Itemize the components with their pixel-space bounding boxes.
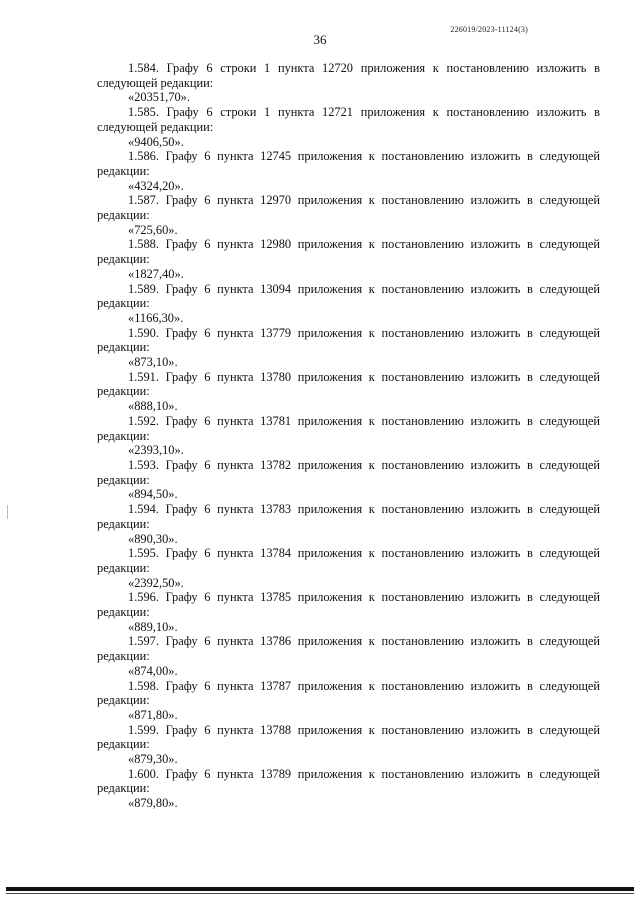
document-body	[97, 61, 600, 811]
amendment-value: «20351,70».	[128, 90, 190, 105]
amendment-paragraph: 1.598. Графу 6 пункта 13787 приложения к постановлению изложить в следующей редакции:	[97, 678, 600, 708]
amendment-paragraph: 1.586. Графу 6 пункта 12745 приложения к постановлению изложить в следующей редакции:	[97, 149, 600, 178]
amendment-paragraph: 1.591. Графу 6 пункта 13780 приложения к постановлению изложить в следующей редакции:	[97, 369, 600, 399]
amendment-value: «894,50».	[128, 487, 178, 502]
amendment-value: «879,80».	[128, 796, 178, 811]
amendment-paragraph: 1.592. Графу 6 пункта 13781 приложения к постановлению изложить в следующей редакции:	[97, 413, 600, 443]
bottom-scan-edge-thin	[6, 893, 634, 894]
amendment-value: «9406,50».	[128, 134, 184, 149]
amendment-paragraph: 1.587. Графу 6 пункта 12970 приложения к постановлению изложить в следующей редакции:	[97, 193, 600, 223]
amendment-paragraph: 1.594. Графу 6 пункта 13783 приложения к постановлению изложить в следующей редакции:	[97, 502, 600, 531]
amendment-value: «890,30».	[128, 531, 178, 546]
amendment-value: «889,10».	[128, 619, 178, 634]
amendment-value: «1827,40».	[128, 266, 184, 281]
amendment-paragraph: 1.593. Графу 6 пункта 13782 приложения к постановлению изложить в следующей редакции:	[97, 457, 600, 487]
amendment-value: «1166,30».	[128, 310, 184, 325]
document-id: 226019/2023-11124(3)	[450, 25, 528, 34]
amendment-value: «871,80».	[128, 707, 178, 722]
amendment-value: «888,10».	[128, 399, 178, 414]
amendment-paragraph: 1.584. Графу 6 строки 1 пункта 12720 приложения к постановлению изложить в следующей редакции:	[97, 61, 600, 90]
amendment-paragraph: 1.595. Графу 6 пункта 13784 приложения к постановлению изложить в следующей редакции:	[97, 546, 600, 575]
amendment-value: «2393,10».	[128, 443, 184, 458]
amendment-paragraph: 1.596. Графу 6 пункта 13785 приложения к постановлению изложить в следующей редакции:	[97, 590, 600, 620]
amendment-value: «879,30».	[128, 752, 178, 767]
bottom-scan-edge	[6, 887, 634, 891]
amendment-paragraph: 1.588. Графу 6 пункта 12980 приложения к постановлению изложить в следующей редакции:	[97, 237, 600, 267]
scan-artifact	[7, 505, 8, 519]
amendment-value: «2392,50».	[128, 575, 184, 590]
amendment-value: «725,60».	[128, 222, 178, 237]
amendment-paragraph: 1.590. Графу 6 пункта 13779 приложения к постановлению изложить в следующей редакции:	[97, 325, 600, 355]
amendment-paragraph: 1.599. Графу 6 пункта 13788 приложения к постановлению изложить в следующей редакции:	[97, 722, 600, 752]
amendment-value: «873,10».	[128, 355, 178, 370]
amendment-paragraph: 1.589. Графу 6 пункта 13094 приложения к постановлению изложить в следующей редакции:	[97, 281, 600, 311]
amendment-value: «4324,20».	[128, 178, 184, 193]
amendment-paragraph: 1.597. Графу 6 пункта 13786 приложения к постановлению изложить в следующей редакции:	[97, 634, 600, 664]
page-number: 36	[313, 32, 327, 47]
amendment-paragraph: 1.585. Графу 6 строки 1 пункта 12721 приложения к постановлению изложить в следующей редакции:	[97, 105, 600, 134]
amendment-value: «874,00».	[128, 663, 178, 678]
amendment-paragraph: 1.600. Графу 6 пункта 13789 приложения к постановлению изложить в следующей редакции:	[97, 766, 600, 796]
